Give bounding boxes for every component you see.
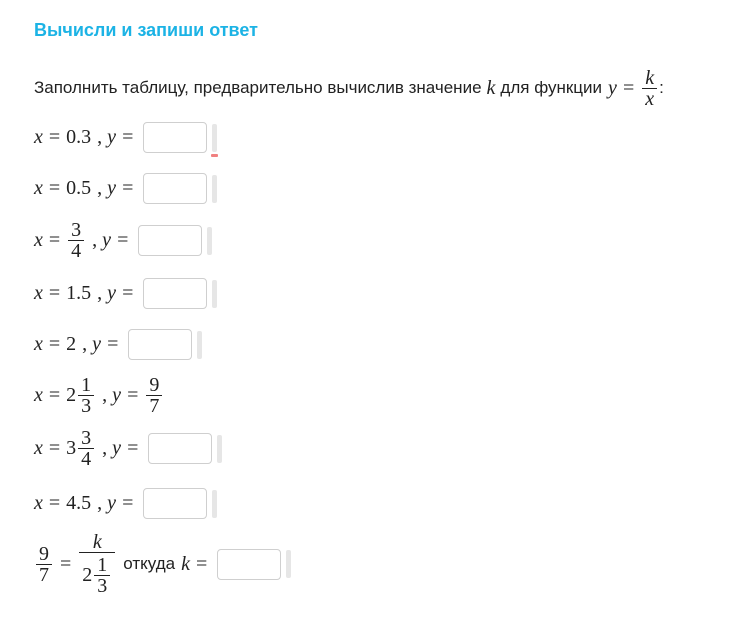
fraction-denominator: 7 xyxy=(146,395,162,416)
fraction-numerator: 3 xyxy=(81,427,92,449)
eq-sign: = xyxy=(117,229,129,251)
fraction-denominator: 7 xyxy=(36,564,52,585)
table-row xyxy=(34,220,212,261)
eq-sign: = xyxy=(48,282,61,304)
y-given-fraction xyxy=(146,375,162,416)
x-label: x xyxy=(34,177,43,199)
comma: , xyxy=(97,177,103,199)
lhs-fraction xyxy=(36,544,52,585)
otkuda-text: откуда xyxy=(123,554,176,573)
y-answer-input[interactable] xyxy=(143,278,207,309)
rhs-fraction xyxy=(79,532,115,596)
fraction-numerator: 1 xyxy=(97,554,108,576)
var-k: k xyxy=(486,76,496,99)
input-handle xyxy=(207,227,212,255)
k-equation xyxy=(34,532,291,596)
comma: , xyxy=(97,492,103,514)
y-label: y xyxy=(107,126,117,148)
y-answer-input[interactable] xyxy=(143,488,207,519)
x-label: x xyxy=(34,384,43,406)
eq-sign: = xyxy=(107,333,119,355)
eq-sign: = xyxy=(48,333,61,355)
y-answer-input[interactable] xyxy=(148,433,212,464)
eq-sign: = xyxy=(122,282,134,304)
y-label: y xyxy=(92,333,102,355)
fraction-numerator: 9 xyxy=(149,374,160,396)
nested-fraction xyxy=(94,555,110,596)
whole-part: 2 xyxy=(82,563,93,586)
eq-sign: = xyxy=(622,76,635,99)
fraction-denominator: 4 xyxy=(68,240,84,261)
x-label: x xyxy=(34,229,43,251)
eq-sign: = xyxy=(127,384,139,406)
eq-sign: = xyxy=(48,437,61,459)
input-handle xyxy=(217,435,222,463)
x-mixed-number xyxy=(66,428,96,469)
x-label: x xyxy=(34,333,43,355)
colon: : xyxy=(659,78,664,97)
y-label: y xyxy=(107,282,117,304)
y-answer-input[interactable] xyxy=(143,122,207,153)
input-handle xyxy=(212,490,217,518)
comma: , xyxy=(102,384,108,406)
eq-sign: = xyxy=(48,492,61,514)
eq-sign: = xyxy=(48,384,61,406)
table-row xyxy=(34,329,202,360)
comma: , xyxy=(92,229,98,251)
x-label: x xyxy=(34,492,43,514)
x-value: 0.5 xyxy=(66,177,92,199)
x-fraction xyxy=(78,375,94,416)
y-label: y xyxy=(112,437,122,459)
eq-sign: = xyxy=(60,552,72,575)
y-label: y xyxy=(107,492,117,514)
fraction-numerator: k xyxy=(92,531,102,553)
fraction-numerator: 9 xyxy=(39,542,49,565)
y-answer-input[interactable] xyxy=(128,329,192,360)
x-fraction xyxy=(68,220,84,261)
fraction-denominator: x xyxy=(642,88,657,109)
instruction-func: для функции xyxy=(500,78,603,97)
input-handle xyxy=(212,175,217,203)
fraction-numerator: k xyxy=(645,66,655,89)
var-y: y xyxy=(608,76,617,99)
fraction-numerator: 3 xyxy=(71,219,82,241)
answer-error-marker xyxy=(212,124,217,152)
whole-part: 2 xyxy=(66,384,77,406)
y-answer-input[interactable] xyxy=(138,225,202,256)
fraction-denominator xyxy=(79,552,115,596)
whole-part: 3 xyxy=(66,437,77,459)
table-row xyxy=(34,375,164,416)
x-fraction xyxy=(78,428,94,469)
fraction-denominator: 3 xyxy=(94,575,110,596)
fraction-numerator: 1 xyxy=(81,374,92,396)
x-value: 4.5 xyxy=(66,492,92,514)
comma: , xyxy=(102,437,108,459)
eq-sign: = xyxy=(195,552,208,575)
k-label: k xyxy=(181,552,190,575)
comma: , xyxy=(97,126,103,148)
instruction-text: Заполнить таблицу, предварительно вычислив значение xyxy=(34,78,482,97)
table-row xyxy=(34,278,217,309)
eq-sign: = xyxy=(127,437,139,459)
x-mixed-number xyxy=(66,375,96,416)
k-answer-input[interactable] xyxy=(217,549,281,580)
x-value: 2 xyxy=(66,333,77,355)
y-label: y xyxy=(102,229,112,251)
input-handle xyxy=(286,550,291,578)
eq-sign: = xyxy=(122,126,134,148)
input-handle xyxy=(197,331,202,359)
task-instruction xyxy=(34,62,664,114)
x-label: x xyxy=(34,282,43,304)
eq-sign: = xyxy=(48,177,61,199)
y-label: y xyxy=(112,384,122,406)
y-answer-input[interactable] xyxy=(143,173,207,204)
comma: , xyxy=(97,282,103,304)
table-row xyxy=(34,173,217,204)
task-title: Вычисли и запиши ответ xyxy=(34,20,258,40)
table-row xyxy=(34,122,217,153)
x-label: x xyxy=(34,126,43,148)
input-handle xyxy=(212,280,217,308)
x-label: x xyxy=(34,437,43,459)
eq-sign: = xyxy=(122,177,134,199)
eq-sign: = xyxy=(122,492,134,514)
eq-sign: = xyxy=(48,229,61,251)
eq-sign: = xyxy=(48,126,61,148)
y-label: y xyxy=(107,177,117,199)
function-fraction xyxy=(642,68,657,109)
comma: , xyxy=(82,333,88,355)
fraction-denominator: 3 xyxy=(78,395,94,416)
x-value: 0.3 xyxy=(66,126,92,148)
x-value: 1.5 xyxy=(66,282,92,304)
fraction-denominator: 4 xyxy=(78,448,94,469)
table-row xyxy=(34,428,222,469)
table-row xyxy=(34,488,217,519)
